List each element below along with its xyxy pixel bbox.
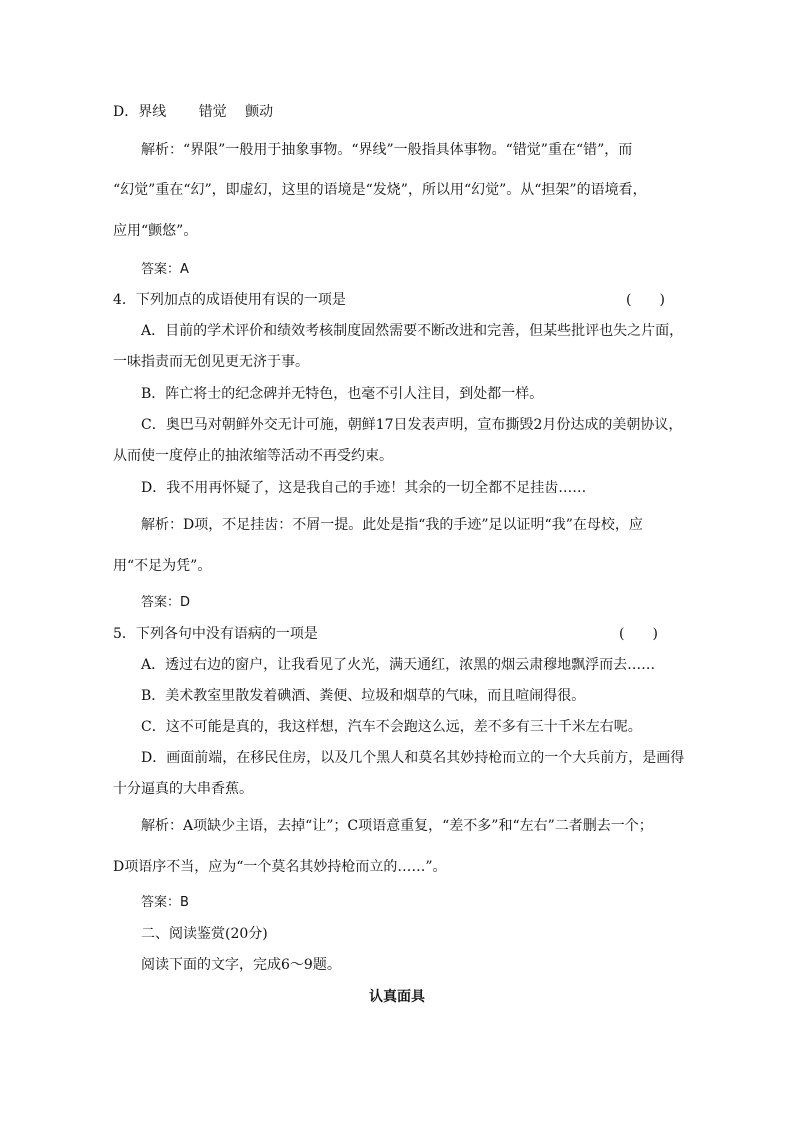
q3-option-d: D．界线 错觉 颤动 bbox=[113, 104, 274, 120]
q5-stem: 5．下列各句中没有语病的一项是 bbox=[113, 626, 318, 642]
q5-answer: 答案：B bbox=[141, 895, 189, 910]
q4-option-d: D．我不用再怀疑了，这是我自己的手迹！其余的一切全都不足挂齿…… bbox=[141, 480, 587, 496]
q3-analysis-line-1: 解析：“界限”一般用于抽象事物。“界线”一般指具体事物。“错觉”重在“错”，而 bbox=[141, 142, 633, 158]
q5-option-c: C．这不可能是真的，我这样想，汽车不会跑这么远，差不多有三十千米左右呢。 bbox=[141, 719, 642, 735]
q5-option-d-line-2: 十分逼真的大串香蕉。 bbox=[113, 781, 253, 797]
q4-stem: 4．下列加点的成语使用有误的一项是 bbox=[113, 292, 346, 308]
q4-analysis-line-2: 用“不足为凭”。 bbox=[113, 558, 212, 574]
q5-option-a: A．透过右边的窗户，让我看见了火光，满天通红，浓黑的烟云肃穆地飘浮而去…… bbox=[141, 657, 656, 673]
q4-option-c-line-2: 从而使一度停止的抽浓缩等活动不再受约束。 bbox=[113, 448, 393, 464]
q4-option-a-line-2: 一味指责而无创见更无济于事。 bbox=[113, 354, 309, 370]
q3-answer: 答案：A bbox=[141, 262, 189, 277]
q4-option-c-line-1: C．奥巴马对朝鲜外交无计可施，朝鲜17日发表声明，宣布撕毁2月份达成的美朝协议， bbox=[141, 417, 683, 433]
article-title: 认真面具 bbox=[369, 989, 425, 1005]
q3-analysis-line-3: 应用“颤悠”。 bbox=[113, 223, 198, 239]
q4-answer-paren: ( ) bbox=[626, 292, 665, 308]
q5-analysis-line-2: D项语序不当，应为“一个莫名其妙持枪而立的……”。 bbox=[113, 859, 447, 875]
q4-answer: 答案：D bbox=[141, 595, 191, 610]
q5-option-d-line-1: D．画面前端，在移民住房，以及几个黑人和莫名其妙持枪而立的一个大兵前方，是画得 bbox=[141, 750, 685, 766]
section2-heading: 二、阅读鉴赏(20分) bbox=[141, 926, 268, 942]
q5-analysis-line-1: 解析：A项缺少主语，去掉“让”；C项语意重复，“差不多”和“左右”二者删去一个； bbox=[141, 818, 653, 834]
q4-option-a-line-1: A．目前的学术评价和绩效考核制度固然需要不断改进和完善，但某些批评也失之片面， bbox=[141, 323, 684, 339]
q5-answer-paren: ( ) bbox=[619, 626, 658, 642]
q4-analysis-line-1: 解析：D项，不足挂齿：不屑一提。此处是指“我的手迹”足以证明“我”在母校，应 bbox=[141, 517, 643, 533]
section2-instruction: 阅读下面的文字，完成6～9题。 bbox=[141, 957, 341, 973]
q4-option-b: B．阵亡将士的纪念碑并无特色，也毫不引人注目，到处都一样。 bbox=[141, 386, 544, 402]
q3-analysis-line-2: “幻觉”重在“幻”，即虚幻，这里的语境是“发烧”，所以用“幻觉”。从“担架”的语境看， bbox=[113, 182, 647, 198]
q5-option-b: B．美术教室里散发着碘酒、粪便、垃圾和烟草的气味，而且喧闹得很。 bbox=[141, 688, 586, 704]
